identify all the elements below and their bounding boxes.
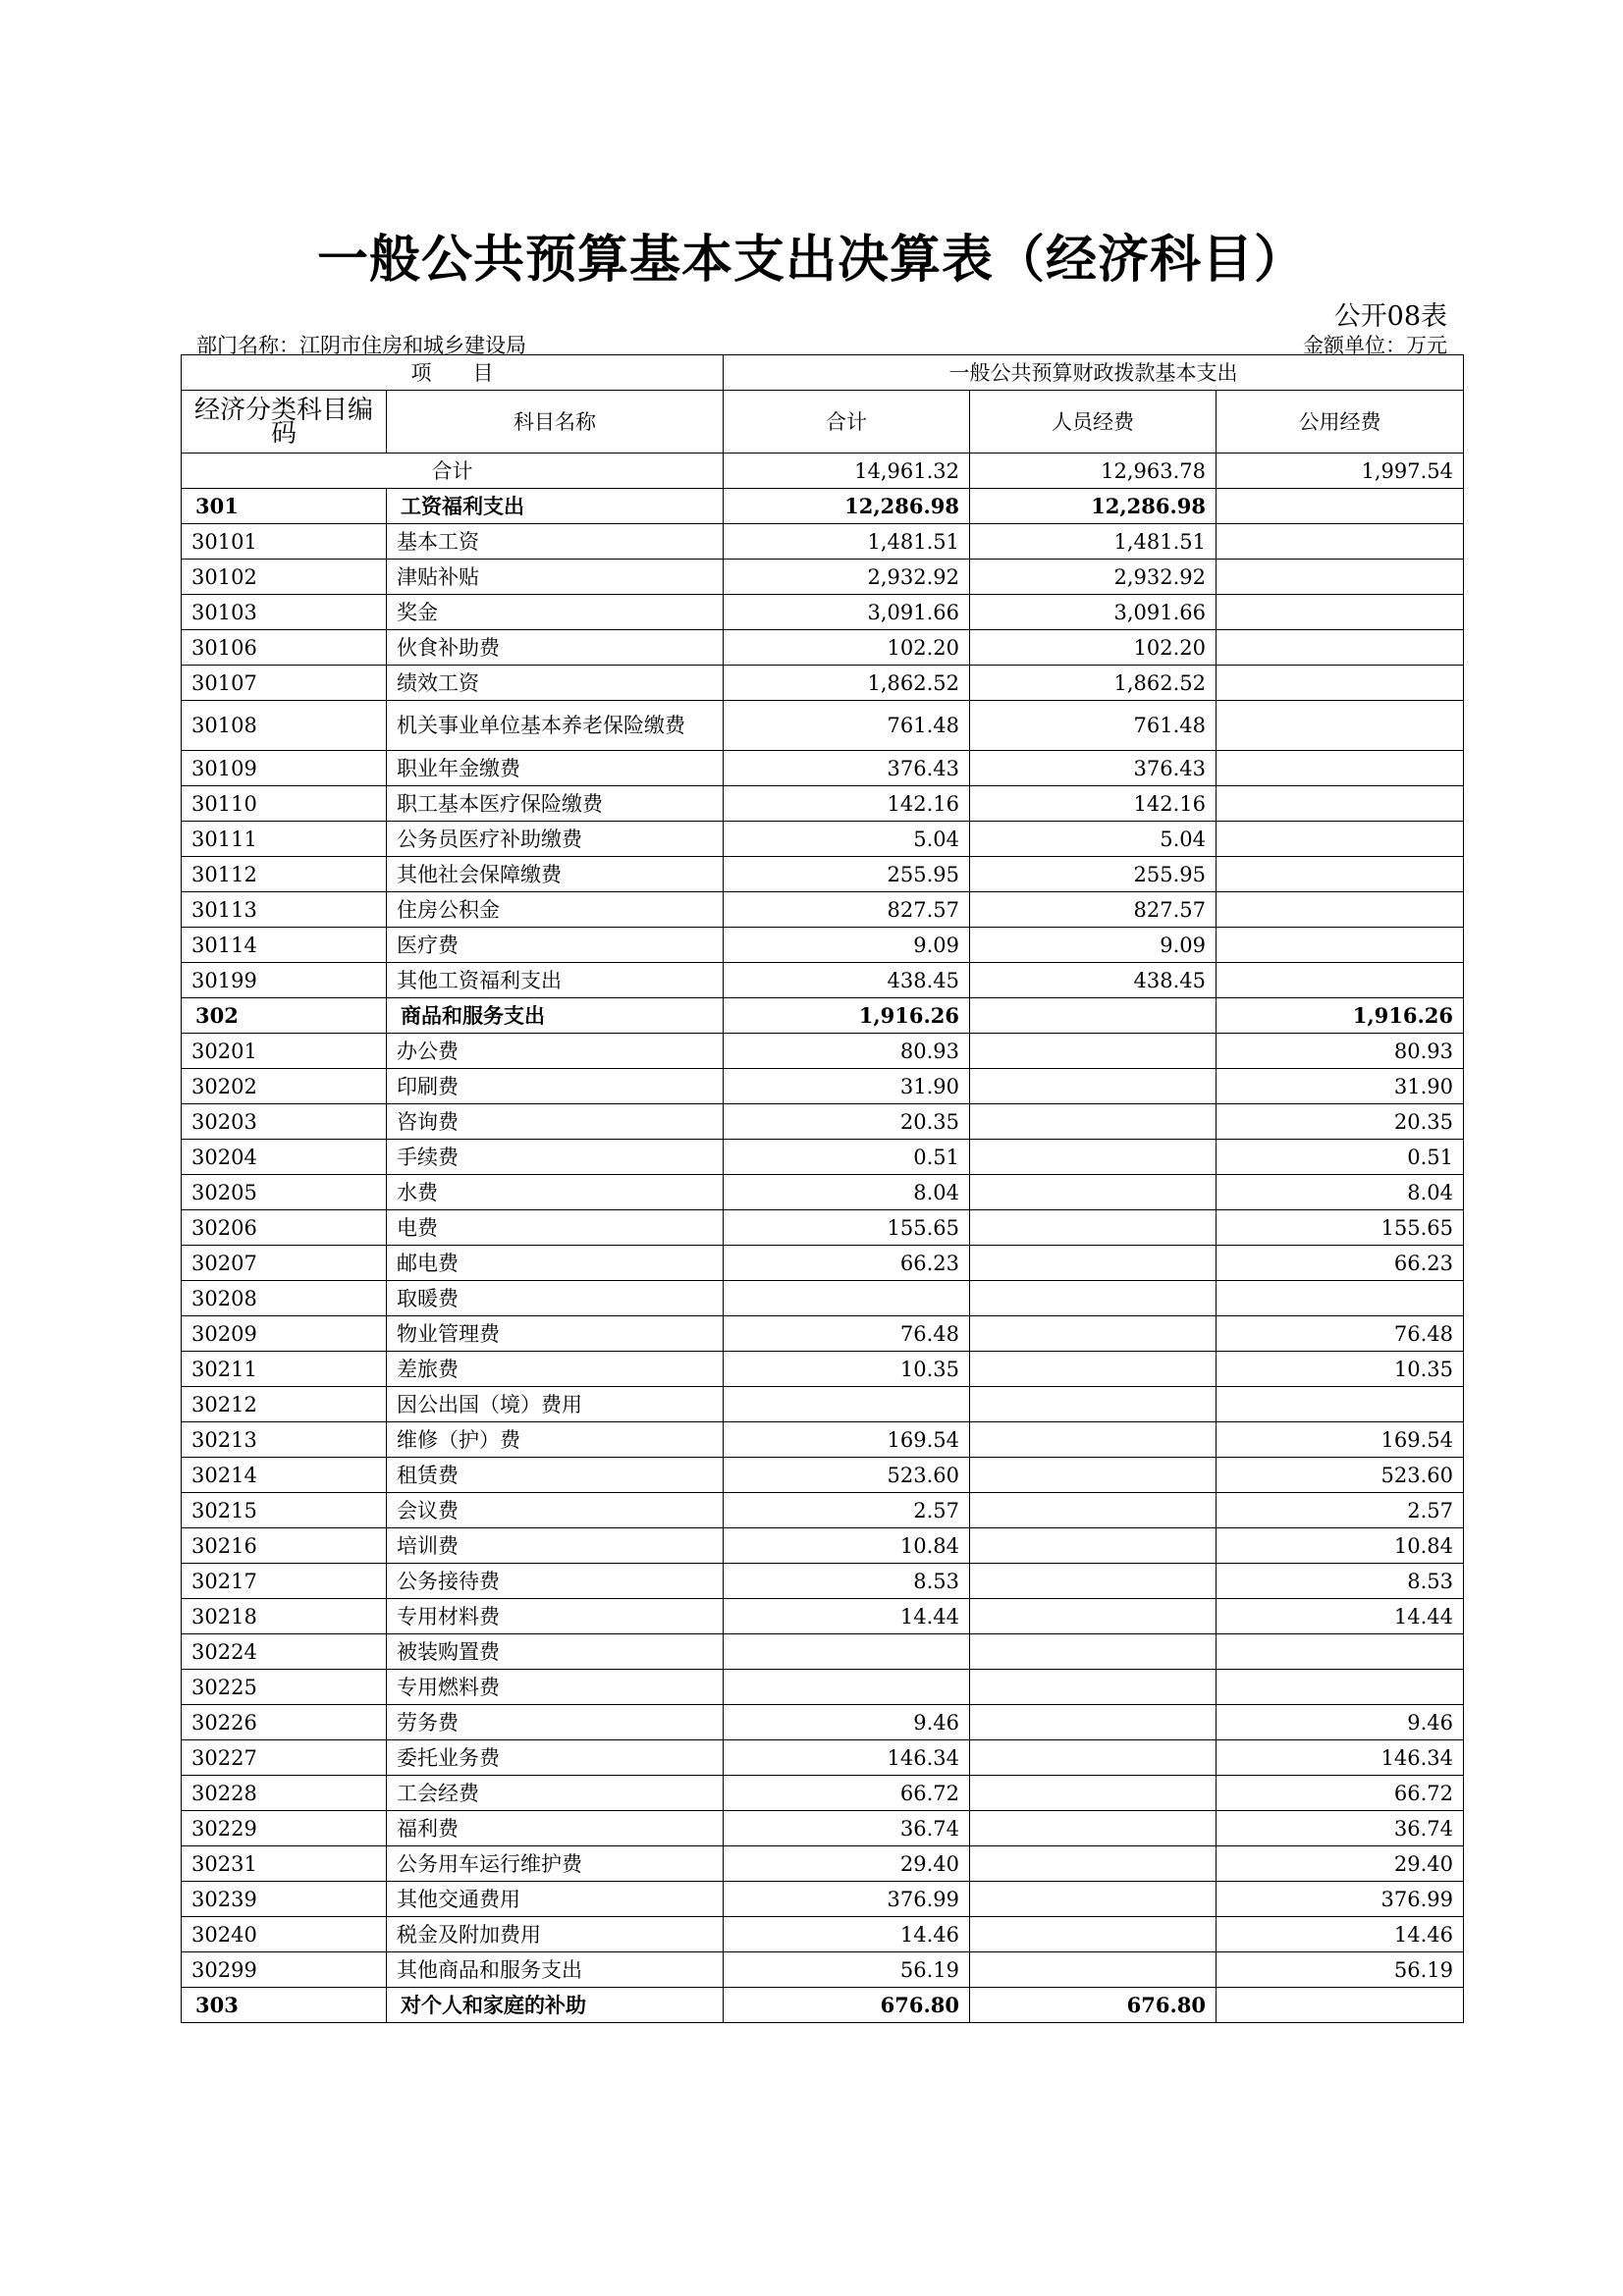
row-code: 30213	[182, 1422, 387, 1458]
row-name: 劳务费	[387, 1705, 724, 1740]
row-name: 伙食补助费	[387, 630, 724, 666]
row-name: 奖金	[387, 595, 724, 630]
row-total: 1,916.26	[724, 998, 970, 1034]
row-name: 基本工资	[387, 524, 724, 560]
row-public	[1217, 1670, 1464, 1705]
row-total: 376.43	[724, 751, 970, 786]
row-personnel	[970, 1705, 1217, 1740]
row-code: 30110	[182, 786, 387, 822]
row-total: 523.60	[724, 1458, 970, 1493]
row-name: 邮电费	[387, 1246, 724, 1281]
row-public: 8.53	[1217, 1564, 1464, 1599]
row-public: 376.99	[1217, 1882, 1464, 1917]
row-personnel	[970, 1564, 1217, 1599]
row-name: 水费	[387, 1175, 724, 1210]
row-personnel	[970, 1811, 1217, 1846]
table-row	[182, 892, 1464, 928]
total-row-total: 14,961.32	[724, 454, 970, 489]
header-public-column: 公用经费	[1217, 391, 1464, 454]
table-row	[182, 963, 1464, 998]
row-name: 培训费	[387, 1528, 724, 1564]
form-number: 公开08表	[1333, 301, 1447, 332]
table-row	[182, 1422, 1464, 1458]
table-row	[182, 630, 1464, 666]
row-public	[1217, 524, 1464, 560]
row-total: 2,932.92	[724, 560, 970, 595]
table-row	[182, 1387, 1464, 1422]
row-public	[1217, 701, 1464, 751]
row-code: 303	[182, 1988, 387, 2023]
table-row	[182, 1210, 1464, 1246]
header-total-column: 合计	[724, 391, 970, 454]
row-public: 1,916.26	[1217, 998, 1464, 1034]
table-row	[182, 524, 1464, 560]
row-name: 物业管理费	[387, 1316, 724, 1352]
row-code: 30227	[182, 1740, 387, 1776]
row-personnel	[970, 1634, 1217, 1670]
row-public	[1217, 928, 1464, 963]
row-personnel: 676.80	[970, 1988, 1217, 2023]
row-public: 20.35	[1217, 1104, 1464, 1140]
row-personnel: 3,091.66	[970, 595, 1217, 630]
row-public: 2.57	[1217, 1493, 1464, 1528]
row-personnel: 142.16	[970, 786, 1217, 822]
table-group-row	[182, 1988, 1464, 2023]
row-name: 职业年金缴费	[387, 751, 724, 786]
row-code: 30103	[182, 595, 387, 630]
row-code: 30229	[182, 1811, 387, 1846]
row-total: 76.48	[724, 1316, 970, 1352]
row-public	[1217, 1634, 1464, 1670]
row-public: 66.72	[1217, 1776, 1464, 1811]
table-row	[182, 1811, 1464, 1846]
page-title: 一般公共预算基本支出决算表（经济科目）	[316, 230, 1306, 290]
row-personnel	[970, 1670, 1217, 1705]
row-code: 30225	[182, 1670, 387, 1705]
row-name: 机关事业单位基本养老保险缴费	[387, 701, 724, 751]
table-row	[182, 1352, 1464, 1387]
row-code: 30212	[182, 1387, 387, 1422]
table-row	[182, 666, 1464, 701]
row-code: 30224	[182, 1634, 387, 1670]
row-personnel	[970, 1422, 1217, 1458]
row-code: 30201	[182, 1034, 387, 1069]
row-personnel	[970, 1316, 1217, 1352]
row-total: 66.23	[724, 1246, 970, 1281]
row-personnel	[970, 1458, 1217, 1493]
table-row	[182, 857, 1464, 892]
table-row	[182, 1316, 1464, 1352]
row-personnel	[970, 1210, 1217, 1246]
table-row	[182, 595, 1464, 630]
row-name: 工会经费	[387, 1776, 724, 1811]
row-total: 20.35	[724, 1104, 970, 1140]
row-code: 30239	[182, 1882, 387, 1917]
row-personnel: 376.43	[970, 751, 1217, 786]
table-row	[182, 1493, 1464, 1528]
row-name: 维修（护）费	[387, 1422, 724, 1458]
table-row	[182, 1776, 1464, 1811]
row-total: 10.35	[724, 1352, 970, 1387]
row-public: 14.44	[1217, 1599, 1464, 1634]
row-name: 公务接待费	[387, 1564, 724, 1599]
table-row	[182, 1175, 1464, 1210]
row-name: 委托业务费	[387, 1740, 724, 1776]
row-code: 30107	[182, 666, 387, 701]
row-name: 公务员医疗补助缴费	[387, 822, 724, 857]
row-code: 30202	[182, 1069, 387, 1104]
row-name: 工资福利支出	[387, 489, 724, 524]
row-public: 10.35	[1217, 1352, 1464, 1387]
row-total: 14.44	[724, 1599, 970, 1634]
row-code: 30199	[182, 963, 387, 998]
row-total: 3,091.66	[724, 595, 970, 630]
row-personnel	[970, 1387, 1217, 1422]
row-total: 0.51	[724, 1140, 970, 1175]
row-code: 30203	[182, 1104, 387, 1140]
row-personnel	[970, 1846, 1217, 1882]
row-total: 255.95	[724, 857, 970, 892]
row-public: 66.23	[1217, 1246, 1464, 1281]
row-name: 因公出国（境）费用	[387, 1387, 724, 1422]
row-personnel: 761.48	[970, 701, 1217, 751]
table-row	[182, 751, 1464, 786]
row-name: 印刷费	[387, 1069, 724, 1104]
table-row	[182, 701, 1464, 751]
row-code: 30113	[182, 892, 387, 928]
row-personnel	[970, 1352, 1217, 1387]
row-total: 376.99	[724, 1882, 970, 1917]
row-name: 专用燃料费	[387, 1670, 724, 1705]
total-row-public: 1,997.54	[1217, 454, 1464, 489]
row-code: 30231	[182, 1846, 387, 1882]
row-personnel	[970, 1740, 1217, 1776]
table-body	[182, 489, 1464, 2023]
header-item: 项 目	[182, 355, 724, 391]
row-personnel	[970, 1917, 1217, 1952]
row-name: 会议费	[387, 1493, 724, 1528]
row-public: 56.19	[1217, 1952, 1464, 1988]
row-code: 30208	[182, 1281, 387, 1316]
table-row	[182, 1528, 1464, 1564]
row-total: 9.46	[724, 1705, 970, 1740]
row-name: 电费	[387, 1210, 724, 1246]
row-personnel	[970, 1246, 1217, 1281]
table-group-row	[182, 489, 1464, 524]
row-code: 30226	[182, 1705, 387, 1740]
row-code: 30111	[182, 822, 387, 857]
row-total: 31.90	[724, 1069, 970, 1104]
row-total: 36.74	[724, 1811, 970, 1846]
row-public	[1217, 666, 1464, 701]
row-personnel	[970, 1069, 1217, 1104]
row-public	[1217, 751, 1464, 786]
row-personnel	[970, 1528, 1217, 1564]
row-code: 30108	[182, 701, 387, 751]
row-name: 对个人和家庭的补助	[387, 1988, 724, 2023]
table-row	[182, 1917, 1464, 1952]
header-group: 一般公共预算财政拨款基本支出	[724, 355, 1464, 391]
row-public	[1217, 1387, 1464, 1422]
row-total: 80.93	[724, 1034, 970, 1069]
row-public	[1217, 892, 1464, 928]
row-code: 30204	[182, 1140, 387, 1175]
row-code: 30112	[182, 857, 387, 892]
row-public	[1217, 1988, 1464, 2023]
row-total	[724, 1634, 970, 1670]
row-public	[1217, 489, 1464, 524]
row-total: 56.19	[724, 1952, 970, 1988]
row-code: 30114	[182, 928, 387, 963]
total-row-label: 合计	[182, 454, 724, 489]
table-row	[182, 1882, 1464, 1917]
table-row	[182, 1952, 1464, 1988]
row-name: 商品和服务支出	[387, 998, 724, 1034]
row-name: 其他社会保障缴费	[387, 857, 724, 892]
row-personnel: 255.95	[970, 857, 1217, 892]
row-code: 30109	[182, 751, 387, 786]
row-name: 绩效工资	[387, 666, 724, 701]
row-public: 523.60	[1217, 1458, 1464, 1493]
table-row	[182, 1069, 1464, 1104]
row-public: 10.84	[1217, 1528, 1464, 1564]
row-code: 30216	[182, 1528, 387, 1564]
row-code: 30101	[182, 524, 387, 560]
row-personnel	[970, 1599, 1217, 1634]
table-row	[182, 1458, 1464, 1493]
row-public	[1217, 560, 1464, 595]
row-name: 被装购置费	[387, 1634, 724, 1670]
row-total: 438.45	[724, 963, 970, 998]
row-public: 29.40	[1217, 1846, 1464, 1882]
row-personnel	[970, 1952, 1217, 1988]
row-code: 301	[182, 489, 387, 524]
row-personnel	[970, 1882, 1217, 1917]
row-code: 30207	[182, 1246, 387, 1281]
budget-table	[181, 354, 1464, 2023]
table-row	[182, 1281, 1464, 1316]
table-row	[182, 1246, 1464, 1281]
row-public: 9.46	[1217, 1705, 1464, 1740]
row-code: 30218	[182, 1599, 387, 1634]
row-total: 676.80	[724, 1988, 970, 2023]
row-public: 36.74	[1217, 1811, 1464, 1846]
row-total: 169.54	[724, 1422, 970, 1458]
row-public	[1217, 857, 1464, 892]
total-row-personnel: 12,963.78	[970, 454, 1217, 489]
header-code-column: 经济分类科目编码	[182, 391, 387, 454]
row-code: 30211	[182, 1352, 387, 1387]
row-total: 8.53	[724, 1564, 970, 1599]
row-name: 手续费	[387, 1140, 724, 1175]
table-row	[182, 1705, 1464, 1740]
row-personnel	[970, 1175, 1217, 1210]
row-total: 142.16	[724, 786, 970, 822]
row-name: 咨询费	[387, 1104, 724, 1140]
table-row	[182, 822, 1464, 857]
row-personnel	[970, 1104, 1217, 1140]
row-total	[724, 1387, 970, 1422]
row-personnel: 102.20	[970, 630, 1217, 666]
row-total: 1,481.51	[724, 524, 970, 560]
table-row	[182, 1599, 1464, 1634]
row-code: 302	[182, 998, 387, 1034]
row-personnel	[970, 998, 1217, 1034]
row-code: 30209	[182, 1316, 387, 1352]
row-name: 其他商品和服务支出	[387, 1952, 724, 1988]
row-personnel: 1,862.52	[970, 666, 1217, 701]
table-row	[182, 1140, 1464, 1175]
table-group-row	[182, 998, 1464, 1034]
row-name: 公务用车运行维护费	[387, 1846, 724, 1882]
row-code: 30217	[182, 1564, 387, 1599]
table-row	[182, 1670, 1464, 1705]
row-personnel: 12,286.98	[970, 489, 1217, 524]
row-total: 8.04	[724, 1175, 970, 1210]
table-row	[182, 1740, 1464, 1776]
table-row	[182, 1104, 1464, 1140]
row-personnel	[970, 1140, 1217, 1175]
row-public	[1217, 1281, 1464, 1316]
row-public: 146.34	[1217, 1740, 1464, 1776]
row-personnel: 5.04	[970, 822, 1217, 857]
row-code: 30240	[182, 1917, 387, 1952]
row-personnel: 827.57	[970, 892, 1217, 928]
row-name: 医疗费	[387, 928, 724, 963]
row-public	[1217, 822, 1464, 857]
row-code: 30102	[182, 560, 387, 595]
row-total: 66.72	[724, 1776, 970, 1811]
amount-unit: 金额单位：万元	[1303, 334, 1447, 357]
row-total: 761.48	[724, 701, 970, 751]
table-row	[182, 1634, 1464, 1670]
row-total: 2.57	[724, 1493, 970, 1528]
row-total: 146.34	[724, 1740, 970, 1776]
row-public: 80.93	[1217, 1034, 1464, 1069]
row-public	[1217, 595, 1464, 630]
row-total	[724, 1670, 970, 1705]
table-row	[182, 786, 1464, 822]
row-public	[1217, 630, 1464, 666]
row-public: 76.48	[1217, 1316, 1464, 1352]
table-row	[182, 1564, 1464, 1599]
row-name: 差旅费	[387, 1352, 724, 1387]
row-public: 8.04	[1217, 1175, 1464, 1210]
row-name: 其他交通费用	[387, 1882, 724, 1917]
table-row	[182, 1034, 1464, 1069]
row-name: 专用材料费	[387, 1599, 724, 1634]
table-row	[182, 1846, 1464, 1882]
row-name: 住房公积金	[387, 892, 724, 928]
row-total	[724, 1281, 970, 1316]
row-personnel: 438.45	[970, 963, 1217, 998]
row-name: 津贴补贴	[387, 560, 724, 595]
row-total: 12,286.98	[724, 489, 970, 524]
row-code: 30299	[182, 1952, 387, 1988]
row-name: 其他工资福利支出	[387, 963, 724, 998]
row-public	[1217, 963, 1464, 998]
row-total: 9.09	[724, 928, 970, 963]
row-total: 102.20	[724, 630, 970, 666]
table-row	[182, 560, 1464, 595]
row-public: 14.46	[1217, 1917, 1464, 1952]
row-name: 税金及附加费用	[387, 1917, 724, 1952]
row-name: 职工基本医疗保险缴费	[387, 786, 724, 822]
row-total: 1,862.52	[724, 666, 970, 701]
row-personnel: 9.09	[970, 928, 1217, 963]
row-code: 30228	[182, 1776, 387, 1811]
table-row	[182, 928, 1464, 963]
row-personnel	[970, 1034, 1217, 1069]
row-public	[1217, 786, 1464, 822]
row-personnel	[970, 1493, 1217, 1528]
row-total: 155.65	[724, 1210, 970, 1246]
row-personnel	[970, 1776, 1217, 1811]
row-total: 10.84	[724, 1528, 970, 1564]
header-personnel-column: 人员经费	[970, 391, 1217, 454]
row-code: 30215	[182, 1493, 387, 1528]
row-name: 福利费	[387, 1811, 724, 1846]
row-public: 31.90	[1217, 1069, 1464, 1104]
row-code: 30214	[182, 1458, 387, 1493]
row-name: 办公费	[387, 1034, 724, 1069]
row-total: 29.40	[724, 1846, 970, 1882]
header-name-column: 科目名称	[387, 391, 724, 454]
row-total: 5.04	[724, 822, 970, 857]
row-personnel: 2,932.92	[970, 560, 1217, 595]
row-total: 14.46	[724, 1917, 970, 1952]
row-code: 30205	[182, 1175, 387, 1210]
department-name: 部门名称：江阴市住房和城乡建设局	[196, 334, 526, 357]
row-total: 827.57	[724, 892, 970, 928]
row-code: 30206	[182, 1210, 387, 1246]
row-personnel	[970, 1281, 1217, 1316]
row-public: 155.65	[1217, 1210, 1464, 1246]
row-personnel: 1,481.51	[970, 524, 1217, 560]
row-public: 169.54	[1217, 1422, 1464, 1458]
row-code: 30106	[182, 630, 387, 666]
row-name: 租赁费	[387, 1458, 724, 1493]
row-public: 0.51	[1217, 1140, 1464, 1175]
row-name: 取暖费	[387, 1281, 724, 1316]
